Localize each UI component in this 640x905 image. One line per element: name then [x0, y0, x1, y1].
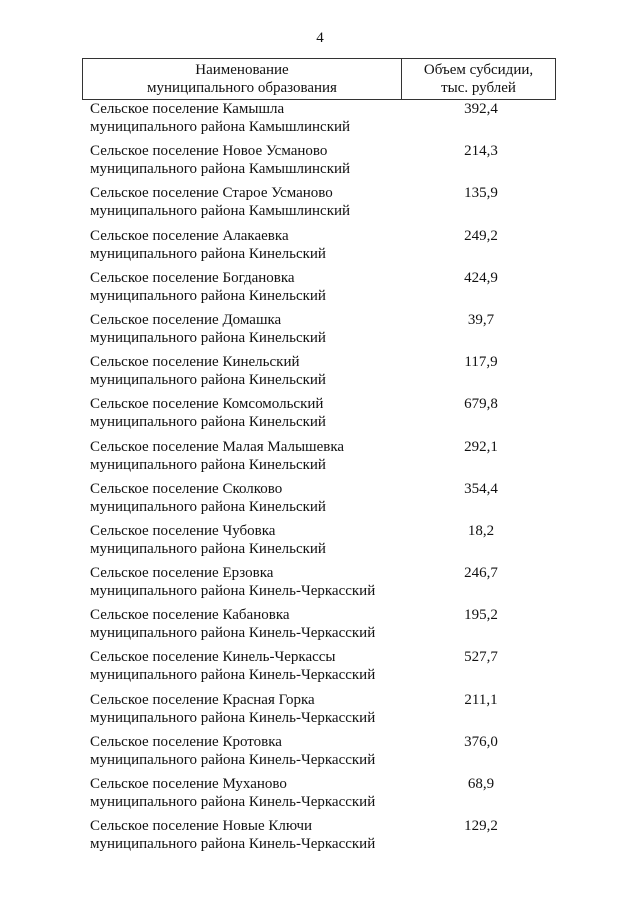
municipality-name: Сельское поселение Камышла муниципального района Камышлинский — [90, 101, 351, 135]
municipality-name: Сельское поселение Кротовка муниципального района Кинель-Черкасский — [90, 733, 376, 768]
municipality-name: Сельское поселение Алакаевка муниципального района Кинельский — [90, 227, 326, 262]
table-row — [82, 691, 556, 733]
subsidy-amount: 424,9 — [464, 269, 498, 286]
subsidy-amount: 214,3 — [464, 143, 498, 160]
table-row — [82, 480, 556, 522]
subsidy-amount: 679,8 — [464, 396, 498, 413]
subsidy-table — [82, 58, 556, 859]
municipality-name: Сельское поселение Сколково муниципального района Кинельский — [90, 480, 326, 515]
municipality-name: Сельское поселение Комсомольский муниципального района Кинельский — [90, 396, 326, 431]
table-row — [82, 353, 556, 395]
municipality-name: Сельское поселение Новые Ключи муниципального района Кинель-Черкасский — [90, 818, 376, 853]
municipality-name: Сельское поселение Кабановка муниципального района Кинель-Черкасский — [90, 607, 376, 642]
municipality-name: Сельское поселение Кинель-Черкассы муниципального района Кинель-Черкасский — [90, 649, 376, 684]
subsidy-amount: 249,2 — [464, 227, 498, 244]
table-row — [82, 438, 556, 480]
table-row — [82, 775, 556, 817]
municipality-name: Сельское поселение Богдановка муниципального района Кинельский — [90, 269, 326, 304]
municipality-name: Сельское поселение Домашка муниципального района Кинельский — [90, 311, 326, 346]
table-row — [82, 522, 556, 564]
municipality-name: Сельское поселение Муханово муниципального района Кинель-Черкасский — [90, 776, 376, 810]
table-body — [82, 100, 556, 859]
subsidy-amount: 211,1 — [464, 691, 498, 708]
municipality-name: Сельское поселение Красная Горка муниципального района Кинель-Черкасский — [90, 691, 376, 726]
subsidy-amount: 354,4 — [464, 480, 498, 497]
table-row — [82, 395, 556, 437]
table-row — [82, 606, 556, 648]
table-row — [82, 227, 556, 269]
table-row — [82, 100, 556, 142]
table-row — [82, 733, 556, 775]
subsidy-amount: 392,4 — [464, 101, 498, 117]
municipality-name: Сельское поселение Кинельский муниципального района Кинельский — [90, 354, 326, 389]
table-header — [82, 58, 556, 100]
subsidy-amount: 292,1 — [464, 438, 498, 455]
subsidy-amount: 527,7 — [464, 649, 498, 666]
table-row — [82, 648, 556, 690]
subsidy-amount: 376,0 — [464, 733, 498, 750]
municipality-name: Сельское поселение Чубовка муниципального района Кинельский — [90, 522, 326, 557]
municipality-name: Сельское поселение Новое Усманово муниципального района Камышлинский — [90, 143, 351, 178]
municipality-name: Сельское поселение Малая Малышевка муниципального района Кинельский — [90, 438, 345, 473]
subsidy-amount: 246,7 — [464, 565, 498, 582]
page-number: 4 — [316, 30, 324, 46]
header-subsidy-amount: Объем субсидии, тыс. рублей — [423, 62, 534, 96]
table-row — [82, 142, 556, 184]
municipality-name: Сельское поселение Старое Усманово муниципального района Камышлинский — [90, 185, 351, 220]
subsidy-amount: 195,2 — [464, 607, 498, 624]
table-row — [82, 817, 556, 859]
subsidy-amount: 135,9 — [464, 185, 498, 202]
table-row — [82, 269, 556, 311]
subsidy-amount: 117,9 — [464, 354, 498, 371]
subsidy-amount: 129,2 — [464, 818, 498, 835]
table-row — [82, 311, 556, 353]
subsidy-amount: 18,2 — [467, 522, 495, 539]
header-municipality-name: Наименование муниципального образования — [83, 59, 402, 99]
municipality-name: Сельское поселение Ерзовка муниципального района Кинель-Черкасский — [90, 565, 376, 600]
table-row — [82, 184, 556, 226]
subsidy-amount: 68,9 — [467, 776, 495, 792]
table-row — [82, 564, 556, 606]
subsidy-amount: 39,7 — [467, 311, 495, 328]
